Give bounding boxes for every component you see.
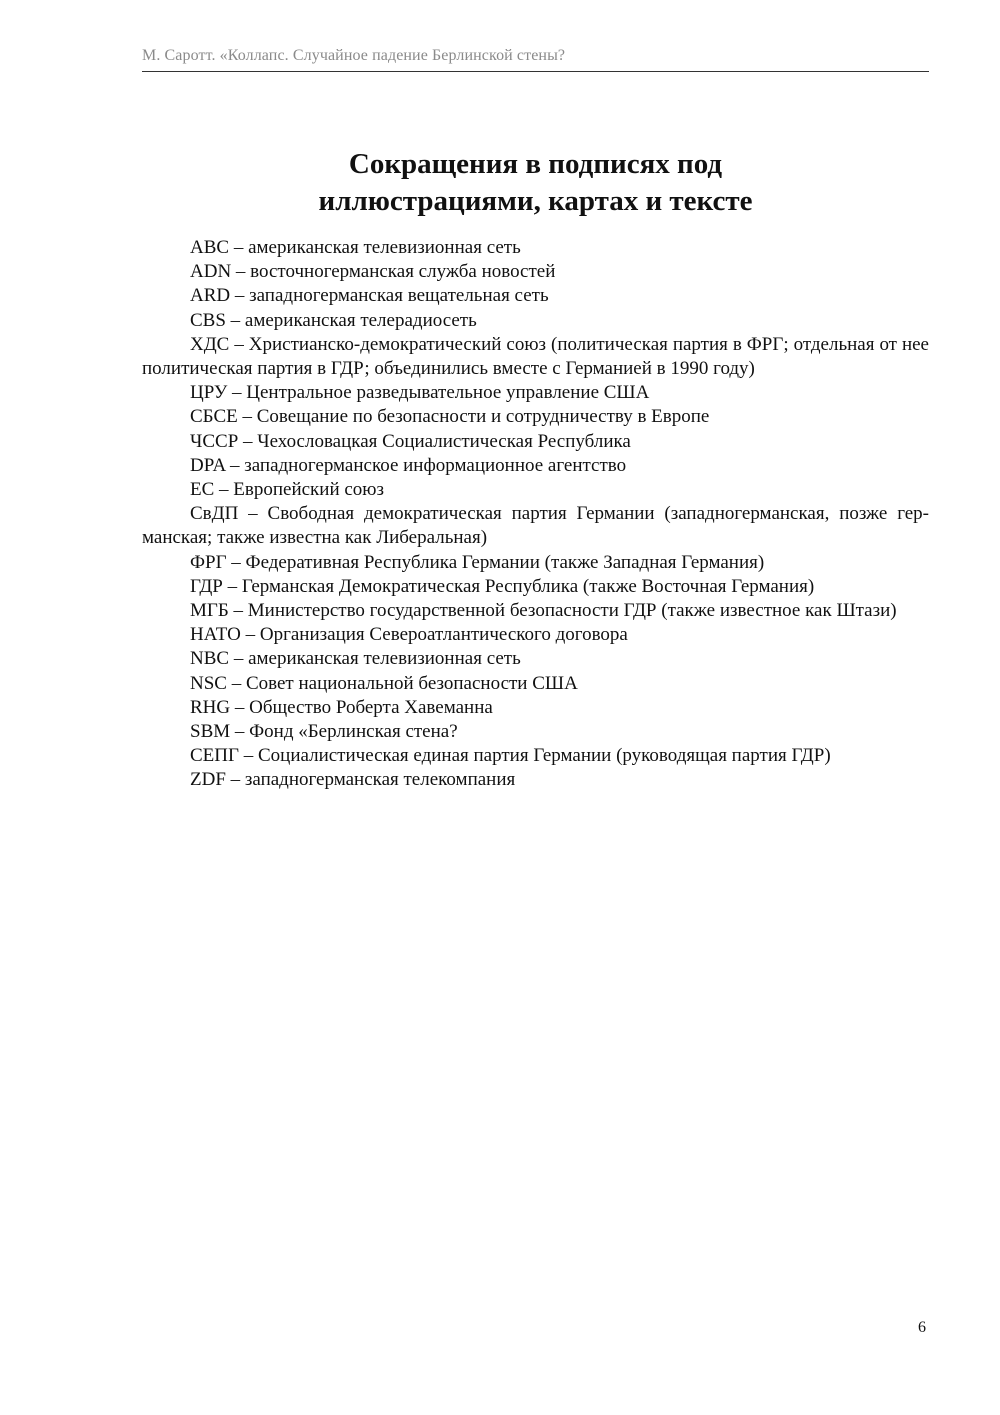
abbreviation-rhg: RHG – Общество Роберта Хавеманна [190,696,493,718]
abbreviation-dpa: DPA – западногерманское информационное агентство [190,454,627,476]
abbreviation-abc: ABC – американская телевизионная сеть [190,237,521,258]
abbreviation-mgb: МГБ – Министерство государственной безопасности ГДР (также известное как Штази) [190,600,897,622]
abbreviation-svdp: СвДП – Свободная демократическая партия Германии (западногерманская, позже германская; также известна как Либеральная) [142,503,929,549]
page-number: 6 [918,1319,926,1336]
abbreviation-nato: НАТО – Организация Североатлантического договора [190,624,628,646]
abbreviation-hds: ХДС – Христианско-демократический союз (политическая партия в ФРГ; отдельная от нее политическая партия в ГДР; объединились вместе с Германией в 1990 году) [142,333,929,380]
abbreviation-frg: ФРГ – Федеративная Республика Германии (также Западная Германия) [190,551,765,573]
running-header: М. Саротт. «Коллапс. Случайное падение Берлинской стены? [142,47,566,64]
abbreviation-chssr: ЧССР – Чехословацкая Социалистическая Республика [190,430,631,452]
abbreviation-sbse: СБСЕ – Совещание по безопасности и сотрудничеству в Европе [190,406,710,428]
chapter-title-line-1: Сокращения в подписях под [348,148,723,180]
abbreviation-tsru: ЦРУ – Центральное разведывательное управление США [190,382,650,404]
abbreviation-nsc: NSC – Совет национальной безопасности США [190,672,578,694]
abbreviation-sbm: SBM – Фонд «Берлинская стена? [190,721,458,743]
abbreviation-adn: ADN – восточногерманская служба новостей [190,261,556,283]
abbreviation-list [142,236,929,793]
chapter-title-line-2: иллюстрациями, картах и тексте [318,185,753,217]
abbreviation-nbc: NBC – американская телевизионная сеть [190,648,521,670]
chapter-title [142,146,929,220]
abbreviation-gdr: ГДР – Германская Демократическая Республика (также Восточная Германия) [190,575,815,597]
abbreviation-es: ЕС – Европейский союз [190,479,385,501]
header-rule [142,71,929,72]
abbreviation-ard: ARD – западногерманская вещательная сеть [190,285,549,307]
abbreviation-zdf: ZDF – западногерманская телекомпания [190,769,516,791]
abbreviation-cbs: CBS – американская телерадиосеть [190,309,477,331]
abbreviation-sepg: СЕПГ – Социалистическая единая партия Германии (руководящая партия ГДР) [190,745,831,767]
